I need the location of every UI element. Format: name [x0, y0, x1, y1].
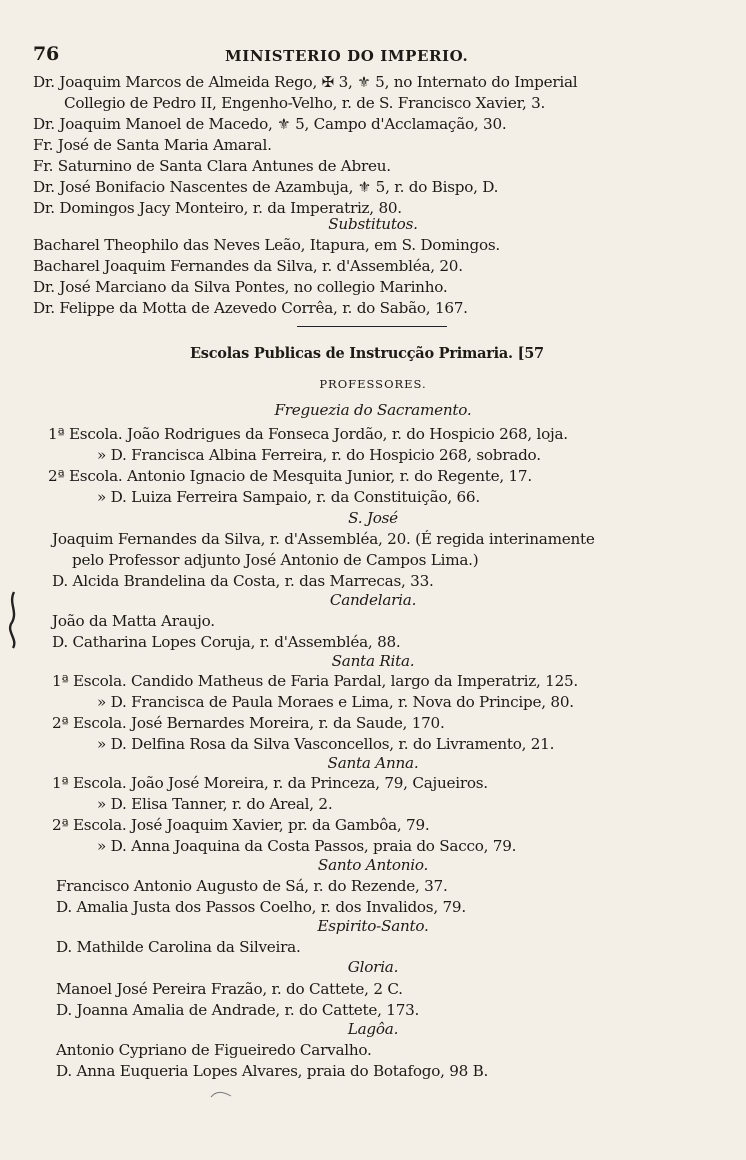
text-line: D. Mathilde Carolina da Silveira. — [56, 938, 301, 956]
text-line: » D. Anna Joaquina da Costa Passos, praia do Sacco, 79. — [97, 837, 517, 855]
parish-heading: Gloria. — [347, 958, 399, 976]
running-title: MINISTERIO DO IMPERIO. — [225, 47, 469, 65]
text-line: » D. Delfina Rosa da Silva Vasconcellos, r. do Livramento, 21. — [97, 735, 555, 753]
text-line: Francisco Antonio Augusto de Sá, r. do Rezende, 37. — [56, 877, 448, 895]
section-title: Escolas Publicas de Instrucção Primaria. [57 — [190, 345, 544, 362]
text-line: 1ª Escola. João José Moreira, r. da Princeza, 79, Cajueiros. — [52, 774, 488, 792]
text-line: Dr. José Marciano da Silva Pontes, no collegio Marinho. — [33, 278, 448, 296]
text-line: » D. Luiza Ferreira Sampaio, r. da Constituição, 66. — [97, 488, 480, 506]
text-line: 2ª Escola. José Joaquim Xavier, pr. da Gambôa, 79. — [52, 816, 430, 834]
text-line: 2ª Escola. Antonio Ignacio de Mesquita Junior, r. do Regente, 17. — [48, 467, 532, 485]
text-line: Collegio de Pedro II, Engenho-Velho, r. de S. Francisco Xavier, 3. — [64, 94, 546, 112]
parish-heading: Santo Antonio. — [317, 856, 429, 874]
parish-heading: Espirito-Santo. — [317, 917, 429, 935]
text-line: Bacharel Joaquim Fernandes da Silva, r. d'Assembléa, 20. — [33, 257, 463, 275]
text-line: 1ª Escola. Candido Matheus de Faria Pardal, largo da Imperatriz, 125. — [52, 672, 578, 690]
divider-rule — [297, 326, 447, 327]
parish-heading: Santa Anna. — [327, 754, 419, 772]
parish-heading: Lagôa. — [347, 1020, 399, 1038]
section-heading: Substitutos. — [328, 215, 418, 233]
text-line: Dr. José Bonifacio Nascentes de Azambuja, ⚜ 5, r. do Bispo, D. — [33, 178, 499, 196]
text-line: D. Alcida Brandelina da Costa, r. das Marrecas, 33. — [52, 572, 434, 590]
text-line: D. Catharina Lopes Coruja, r. d'Assembléa, 88. — [52, 633, 401, 651]
text-line: Dr. Joaquim Manoel de Macedo, ⚜ 5, Campo d'Acclamação, 30. — [33, 115, 507, 133]
subsection-label: PROFESSORES. — [319, 377, 427, 391]
parish-heading: Candelaria. — [329, 591, 417, 609]
ink-smudge — [210, 1090, 232, 1100]
parish-heading: S. José — [348, 509, 398, 527]
text-line: Dr. Domingos Jacy Monteiro, r. da Imperatriz, 80. — [33, 199, 402, 217]
text-line: » D. Francisca Albina Ferreira, r. do Hospicio 268, sobrado. — [97, 446, 541, 464]
text-line: Manoel José Pereira Frazão, r. do Cattete, 2 C. — [56, 980, 403, 998]
binding-thread-mark — [6, 590, 20, 650]
page-number: 76 — [33, 43, 59, 65]
text-line: » D. Francisca de Paula Moraes e Lima, r. Nova do Principe, 80. — [97, 693, 574, 711]
parish-heading: Santa Rita. — [331, 652, 415, 670]
text-line: 2ª Escola. José Bernardes Moreira, r. da Saude, 170. — [52, 714, 445, 732]
text-line: Joaquim Fernandes da Silva, r. d'Assembléa, 20. (É regida interinamente — [52, 530, 595, 548]
text-line: pelo Professor adjunto José Antonio de Campos Lima.) — [72, 551, 479, 569]
text-line: » D. Elisa Tanner, r. do Areal, 2. — [97, 795, 333, 813]
text-line: D. Amalia Justa dos Passos Coelho, r. dos Invalidos, 79. — [56, 898, 466, 916]
text-line: Antonio Cypriano de Figueiredo Carvalho. — [56, 1041, 372, 1059]
text-line: Fr. José de Santa Maria Amaral. — [33, 136, 272, 154]
text-line: 1ª Escola. João Rodrigues da Fonseca Jordão, r. do Hospicio 268, loja. — [48, 425, 568, 443]
text-line: D. Joanna Amalia de Andrade, r. do Cattete, 173. — [56, 1001, 420, 1019]
text-line: Dr. Joaquim Marcos de Almeida Rego, ✠ 3, ⚜ 5, no Internato do Imperial — [33, 73, 578, 91]
text-line: Fr. Saturnino de Santa Clara Antunes de Abreu. — [33, 157, 391, 175]
text-line: João da Matta Araujo. — [52, 612, 215, 630]
text-line: Bacharel Theophilo das Neves Leão, Itapura, em S. Domingos. — [33, 236, 500, 254]
text-line: Dr. Felippe da Motta de Azevedo Corrêa, r. do Sabão, 167. — [33, 299, 468, 317]
parish-heading: Freguezia do Sacramento. — [274, 401, 472, 419]
text-line: D. Anna Euqueria Lopes Alvares, praia do Botafogo, 98 B. — [56, 1062, 489, 1080]
